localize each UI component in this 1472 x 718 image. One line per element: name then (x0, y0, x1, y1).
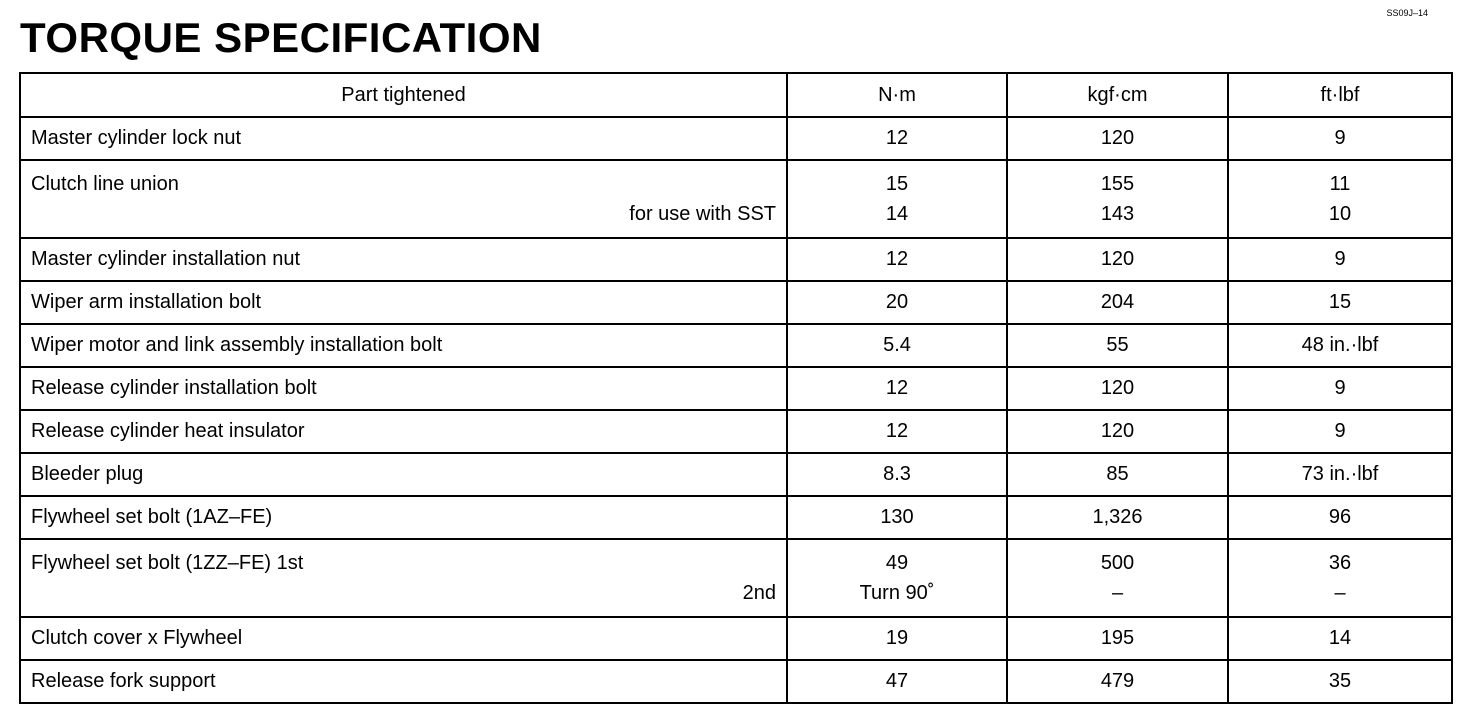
nm-cell: 12 (787, 117, 1007, 160)
part-cell: Wiper arm installation bolt (20, 281, 787, 324)
kgf-value: 155 (1100, 173, 1135, 195)
nm-cell: 12 (787, 238, 1007, 281)
part-cell: Master cylinder installation nut (20, 238, 787, 281)
part-cell: Release fork support (20, 660, 787, 703)
nm-cell (787, 160, 1007, 238)
ft-cell: 48 in.·lbf (1228, 324, 1452, 367)
nm-cell: 5.4 (787, 324, 1007, 367)
table-row (20, 367, 1452, 410)
part-cell: Clutch cover x Flywheel (20, 617, 787, 660)
nm-cell: 20 (787, 281, 1007, 324)
kgf-cell: 85 (1007, 453, 1228, 496)
header-part-tightened: Part tightened (20, 73, 787, 117)
nm-value: 15 (885, 173, 909, 195)
part-cell: Master cylinder lock nut (20, 117, 787, 160)
kgf-cell: 204 (1007, 281, 1228, 324)
nm-sub-value: Turn 90˚ (859, 582, 935, 604)
table-row (20, 453, 1452, 496)
part-cell: Flywheel set bolt (1AZ–FE) (20, 496, 787, 539)
kgf-cell: 195 (1007, 617, 1228, 660)
ft-cell (1228, 160, 1452, 238)
nm-cell: 8.3 (787, 453, 1007, 496)
table-row (20, 410, 1452, 453)
kgf-cell: 120 (1007, 367, 1228, 410)
part-label: Flywheel set bolt (1ZZ–FE) (31, 552, 272, 574)
nm-cell: 12 (787, 410, 1007, 453)
header-nm: N·m (787, 73, 1007, 117)
ft-cell: 9 (1228, 367, 1452, 410)
part-cell: Wiper motor and link assembly installation bolt (20, 324, 787, 367)
table-row (20, 117, 1452, 160)
ft-cell: 96 (1228, 496, 1452, 539)
ft-sub-value: – (1334, 582, 1346, 604)
torque-spec-table (19, 72, 1453, 704)
kgf-sub-value: – (1111, 582, 1124, 604)
ft-cell (1228, 539, 1452, 617)
table-row (20, 617, 1452, 660)
table-row (20, 496, 1452, 539)
ft-cell: 73 in.·lbf (1228, 453, 1452, 496)
ft-cell: 9 (1228, 238, 1452, 281)
table-row (20, 281, 1452, 324)
part-cell (20, 539, 787, 617)
kgf-cell: 479 (1007, 660, 1228, 703)
table-row (20, 160, 1452, 238)
header-kgf-cm: kgf·cm (1007, 73, 1228, 117)
page-code: SS09J–14 (1386, 8, 1428, 18)
ft-sub-value: 10 (1328, 203, 1352, 225)
kgf-cell: 55 (1007, 324, 1228, 367)
kgf-sub-value: 143 (1100, 203, 1135, 225)
part-sub-label: 2nd (742, 582, 776, 604)
part-cell: Release cylinder installation bolt (20, 367, 787, 410)
part-cell: Release cylinder heat insulator (20, 410, 787, 453)
page-title: TORQUE SPECIFICATION (20, 14, 542, 61)
part-sub-label: for use with SST (629, 203, 776, 225)
kgf-cell: 120 (1007, 410, 1228, 453)
nm-cell: 19 (787, 617, 1007, 660)
kgf-cell (1007, 539, 1228, 617)
part-cell (20, 160, 787, 238)
table-row (20, 324, 1452, 367)
table-row (20, 539, 1452, 617)
ft-cell: 15 (1228, 281, 1452, 324)
part-label: Clutch line union (31, 173, 179, 195)
table-row (20, 238, 1452, 281)
nm-cell: 12 (787, 367, 1007, 410)
nm-cell (787, 539, 1007, 617)
part-step-label: 1st (276, 552, 304, 574)
kgf-value: 500 (1100, 552, 1135, 574)
ft-cell: 14 (1228, 617, 1452, 660)
kgf-cell (1007, 160, 1228, 238)
kgf-cell: 1,326 (1007, 496, 1228, 539)
kgf-cell: 120 (1007, 238, 1228, 281)
table-row (20, 660, 1452, 703)
nm-value: 49 (885, 552, 909, 574)
part-cell: Bleeder plug (20, 453, 787, 496)
ft-value: 36 (1328, 552, 1352, 574)
table-header-row (20, 73, 1452, 117)
ft-cell: 9 (1228, 410, 1452, 453)
kgf-cell: 120 (1007, 117, 1228, 160)
nm-cell: 47 (787, 660, 1007, 703)
header-ft-lbf: ft·lbf (1228, 73, 1452, 117)
nm-cell: 130 (787, 496, 1007, 539)
nm-sub-value: 14 (885, 203, 909, 225)
ft-cell: 35 (1228, 660, 1452, 703)
ft-value: 11 (1329, 173, 1351, 195)
ft-cell: 9 (1228, 117, 1452, 160)
